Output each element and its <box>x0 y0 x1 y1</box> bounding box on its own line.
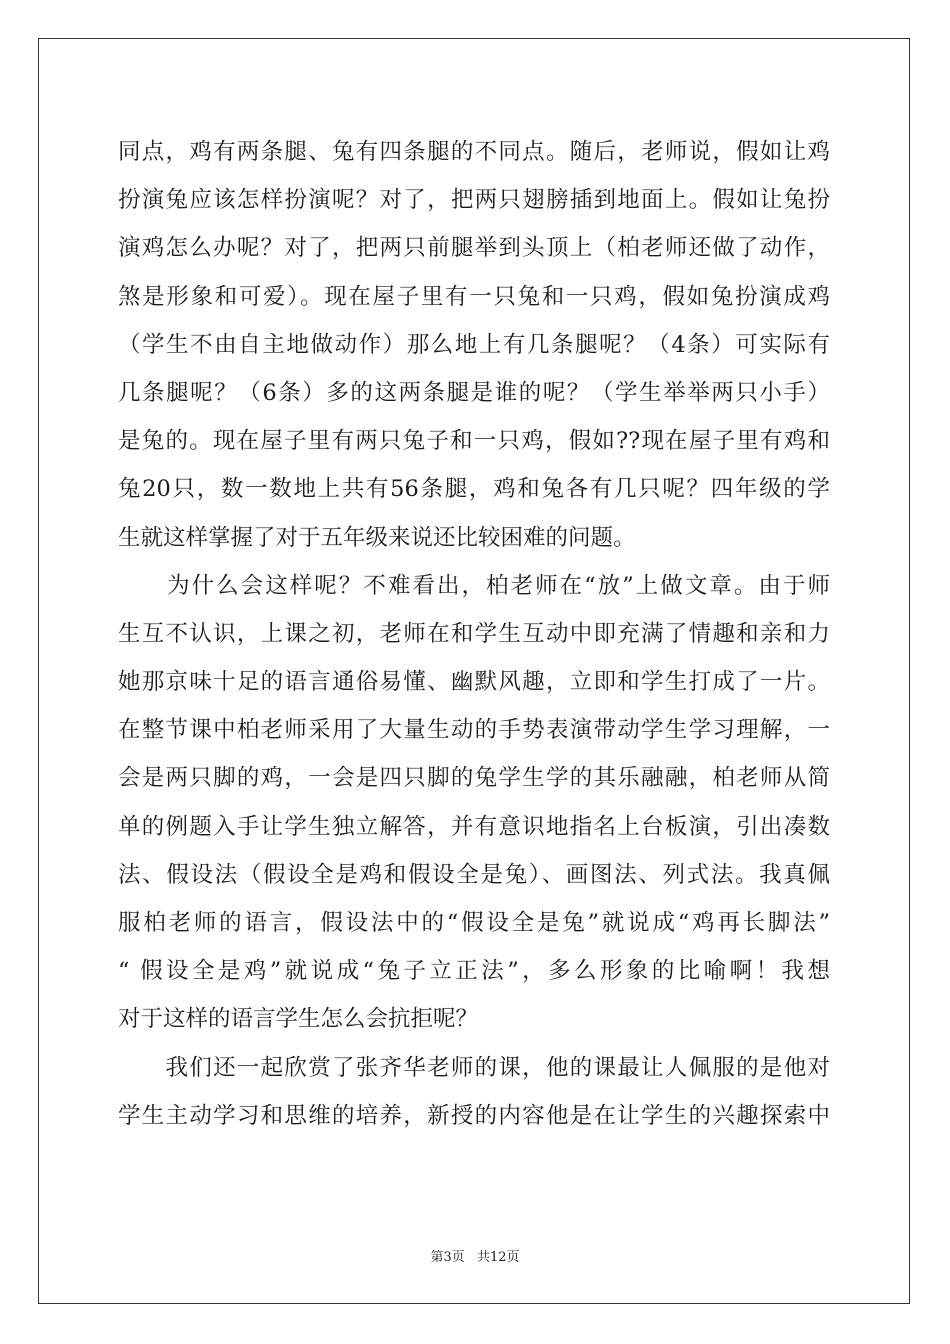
text-line: 对于这样的语言学生怎么会抗拒呢？ <box>118 1006 479 1033</box>
text-line: 我们还一起欣赏了张齐华老师的课，他的课最让人佩服的是他对 <box>118 1054 830 1081</box>
text-line: 会是两只脚的鸡，一会是四只脚的兔学生学的其乐融融，柏老师从简 <box>118 765 830 792</box>
paragraph-1 <box>118 128 830 562</box>
text-line: 生就这样掌握了对于五年级来说还比较困难的问题。 <box>118 524 636 551</box>
text-line: 同点，鸡有两条腿、兔有四条腿的不同点。随后，老师说，假如让鸡 <box>118 139 830 165</box>
text-line: 是兔的。现在屋子里有两只兔子和一只鸡，假如??现在屋子里有鸡和 <box>118 428 830 455</box>
paragraph-3 <box>118 1044 830 1140</box>
text-line: 服柏老师的语言，假设法中的“假设全是兔”就说成“鸡再长脚法” <box>118 910 830 936</box>
text-line: （学生不由自主地做动作）那么地上有几条腿呢？（4条）可实际有 <box>118 331 830 358</box>
text-line: 演鸡怎么办呢？对了，把两只前腿举到头顶上（柏老师还做了动作， <box>118 235 830 262</box>
text-line: 煞是形象和可爱）。现在屋子里有一只兔和一只鸡，假如兔扮演成鸡 <box>118 283 830 310</box>
text-line: 法、假设法（假设全是鸡和假设全是兔）、画图法、列式法。我真佩 <box>118 861 830 888</box>
text-line: 学生主动学习和思维的培养，新授的内容他是在让学生的兴趣探索中 <box>118 1102 830 1129</box>
text-line: 她那京味十足的语言通俗易懂、幽默风趣，立即和学生打成了一片。 <box>118 669 830 696</box>
page-footer <box>0 1246 950 1265</box>
page-number-current: 第3页 <box>430 1250 465 1265</box>
document-body <box>118 128 830 1140</box>
paragraph-2 <box>118 562 830 1044</box>
text-line: 为什么会这样呢？不难看出，柏老师在“放”上做文章。由于师 <box>118 572 830 599</box>
text-line: 单的例题入手让学生独立解答，并有意识地指名上台板演，引出凑数 <box>118 813 830 840</box>
text-line: 在整节课中柏老师采用了大量生动的手势表演带动学生学习理解，一 <box>118 717 830 744</box>
text-line: “ 假设全是鸡”就说成“兔子立正法”，多么形象的比喻啊！我想 <box>118 958 830 985</box>
text-line: 兔20只，数一数地上共有56条腿，鸡和兔各有几只呢？四年级的学 <box>118 476 830 503</box>
text-line: 生互不认识，上课之初，老师在和学生互动中即充满了情趣和亲和力 <box>118 620 830 647</box>
page-number-total: 共12页 <box>476 1250 520 1265</box>
text-line: 扮演兔应该怎样扮演呢？对了，把两只翅膀插到地面上。假如让兔扮 <box>118 187 830 214</box>
text-line: 几条腿呢？（6条）多的这两条腿是谁的呢？（学生举举两只小手） <box>118 379 830 406</box>
